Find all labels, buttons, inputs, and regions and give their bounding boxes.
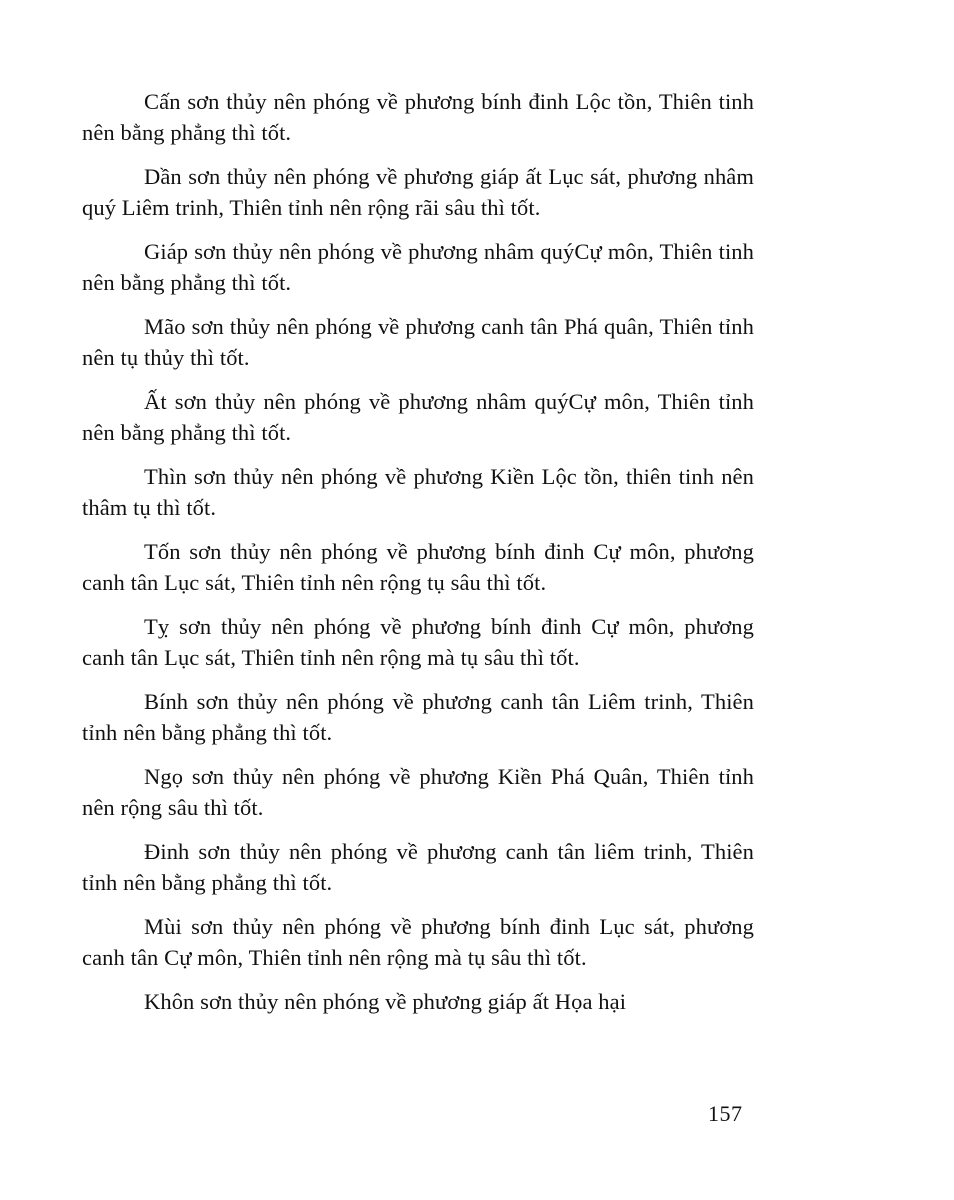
paragraph: Ất sơn thủy nên phóng về phương nhâm quýCự môn, Thiên tỉnh nên bằng phẳng thì tốt. — [82, 389, 754, 445]
paragraph: Mão sơn thủy nên phóng về phương canh tân Phá quân, Thiên tỉnh nên tụ thủy thì tốt. — [82, 314, 754, 370]
page-number: 157 — [708, 1101, 743, 1126]
paragraph: Cấn sơn thủy nên phóng về phương bính đinh Lộc tồn, Thiên tinh nên bằng phẳng thì tốt. — [82, 89, 754, 145]
paragraph: Mùi sơn thủy nên phóng về phương bính đinh Lục sát, phương canh tân Cự môn, Thiên tỉnh nên rộng mà tụ sâu thì tốt. — [82, 914, 754, 970]
paragraph: Bính sơn thủy nên phóng về phương canh tân Liêm trinh, Thiên tỉnh nên bằng phẳng thì tốt. — [82, 689, 754, 745]
paragraph: Tốn sơn thủy nên phóng về phương bính đinh Cự môn, phương canh tân Lục sát, Thiên tỉnh nên rộng tụ sâu thì tốt. — [82, 539, 754, 595]
paragraph: Giáp sơn thủy nên phóng về phương nhâm quýCự môn, Thiên tinh nên bằng phẳng thì tốt. — [82, 239, 754, 295]
paragraph: Khôn sơn thủy nên phóng về phương giáp ất Họa hại — [144, 989, 627, 1014]
page-body — [82, 86, 754, 1030]
paragraph: Tỵ sơn thủy nên phóng về phương bính đinh Cự môn, phương canh tân Lục sát, Thiên tỉnh nên rộng mà tụ sâu thì tốt. — [82, 614, 754, 670]
paragraph: Dần sơn thủy nên phóng về phương giáp ất Lục sát, phương nhâm quý Liêm trinh, Thiên tỉnh nên rộng rãi sâu thì tốt. — [82, 164, 754, 220]
paragraph: Thìn sơn thủy nên phóng về phương Kiền Lộc tồn, thiên tinh nên thâm tụ thì tốt. — [82, 464, 754, 520]
paragraph: Đinh sơn thủy nên phóng về phương canh tân liêm trinh, Thiên tỉnh nên bằng phẳng thì tốt. — [82, 839, 754, 895]
paragraph: Ngọ sơn thủy nên phóng về phương Kiền Phá Quân, Thiên tỉnh nên rộng sâu thì tốt. — [82, 764, 754, 820]
